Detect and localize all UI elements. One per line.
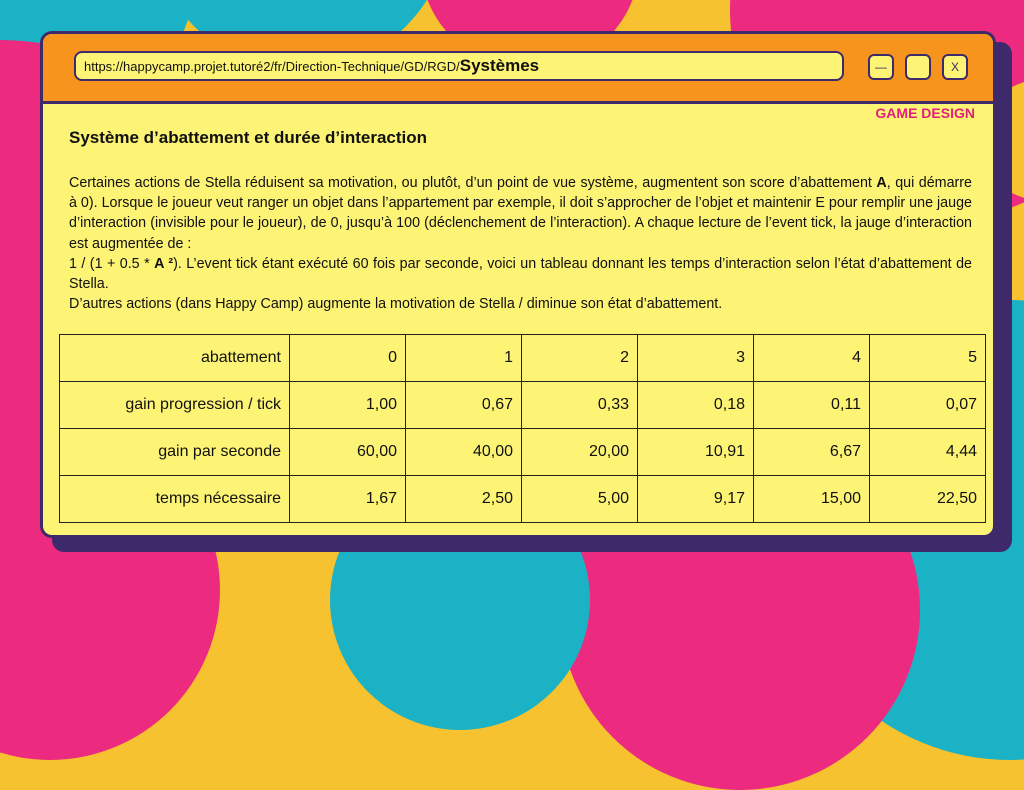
close-button[interactable] xyxy=(942,54,968,80)
url-page-name: Systèmes xyxy=(459,56,540,75)
row-header: gain progression / tick xyxy=(60,382,290,429)
close-icon: X xyxy=(950,60,959,74)
table-cell: 6,67 xyxy=(754,429,870,476)
table-cell: 9,17 xyxy=(638,476,754,523)
table-cell: 15,00 xyxy=(754,476,870,523)
text-run: 1 / (1 + 0.5 * xyxy=(69,255,155,272)
row-header: gain par seconde xyxy=(60,429,290,476)
text-run: , qui démarre à 0). Lorsque le joueur veut ranger un objet dans l’appartement par exemple, il doit s’approcher de l’objet et maintenir E pour remplir une jauge d’interaction (invisible pour le joueur), de 0, jusqu’à 100 (déclenchement de l’interaction). A chaque lecture de l’event tick, la jauge d’interaction est augmentée de : xyxy=(69,175,973,252)
description-text xyxy=(69,173,972,314)
paragraph-1 xyxy=(69,173,972,254)
table-cell: 4,44 xyxy=(870,429,986,476)
table-cell: 3 xyxy=(638,335,754,382)
table-cell: 22,50 xyxy=(870,476,986,523)
table-cell: 60,00 xyxy=(290,429,406,476)
table-cell: 0,33 xyxy=(522,382,638,429)
table-cell: 0 xyxy=(290,335,406,382)
interaction-time-table xyxy=(59,334,986,523)
table-cell: 20,00 xyxy=(522,429,638,476)
browser-window xyxy=(40,31,996,538)
minimize-button[interactable] xyxy=(868,54,894,80)
row-header: temps nécessaire xyxy=(60,476,290,523)
page-title: Système d’abattement et durée d’interaction xyxy=(69,128,428,147)
table-cell: 2,50 xyxy=(406,476,522,523)
table-cell: 0,67 xyxy=(406,382,522,429)
text-run: Certaines actions de Stella réduisent sa motivation, ou plutôt, d’un point de vue système, augmentent son score d’abattement xyxy=(69,175,877,191)
section-label: GAME DESIGN xyxy=(875,105,975,121)
table-cell: 0,11 xyxy=(754,382,870,429)
paragraph-3: D’autres actions (dans Happy Camp) augmente la motivation de Stella / diminue son état d’abattement. xyxy=(69,296,723,313)
table-cell: 1 xyxy=(406,335,522,382)
maximize-button[interactable] xyxy=(905,54,931,80)
text-bold: A ² xyxy=(154,255,174,272)
table-cell: 1,67 xyxy=(290,476,406,523)
table-cell: 2 xyxy=(522,335,638,382)
table-row xyxy=(60,335,986,382)
table-cell: 5 xyxy=(870,335,986,382)
text-run: ). L’event tick étant exécuté 60 fois par seconde, voici un tableau donnant les temps d’interaction selon l’état d’abattement de Stella. xyxy=(69,255,972,293)
paragraph-2 xyxy=(69,254,972,294)
table-row xyxy=(60,429,986,476)
table-cell: 40,00 xyxy=(406,429,522,476)
table-cell: 4 xyxy=(754,335,870,382)
table-cell: 0,18 xyxy=(638,382,754,429)
table-cell: 5,00 xyxy=(522,476,638,523)
table-cell: 0,07 xyxy=(870,382,986,429)
text-bold: A xyxy=(876,175,887,191)
table-row xyxy=(60,476,986,523)
url-prefix: https://happycamp.projet.tutoré2/fr/Direction-Technique/GD/RGD/ xyxy=(84,58,460,74)
table-row xyxy=(60,382,986,429)
row-header: abattement xyxy=(60,335,290,382)
address-bar[interactable] xyxy=(74,51,844,81)
table-cell: 1,00 xyxy=(290,382,406,429)
table-cell: 10,91 xyxy=(638,429,754,476)
minimize-icon: — xyxy=(875,60,887,74)
title-bar xyxy=(43,34,993,104)
